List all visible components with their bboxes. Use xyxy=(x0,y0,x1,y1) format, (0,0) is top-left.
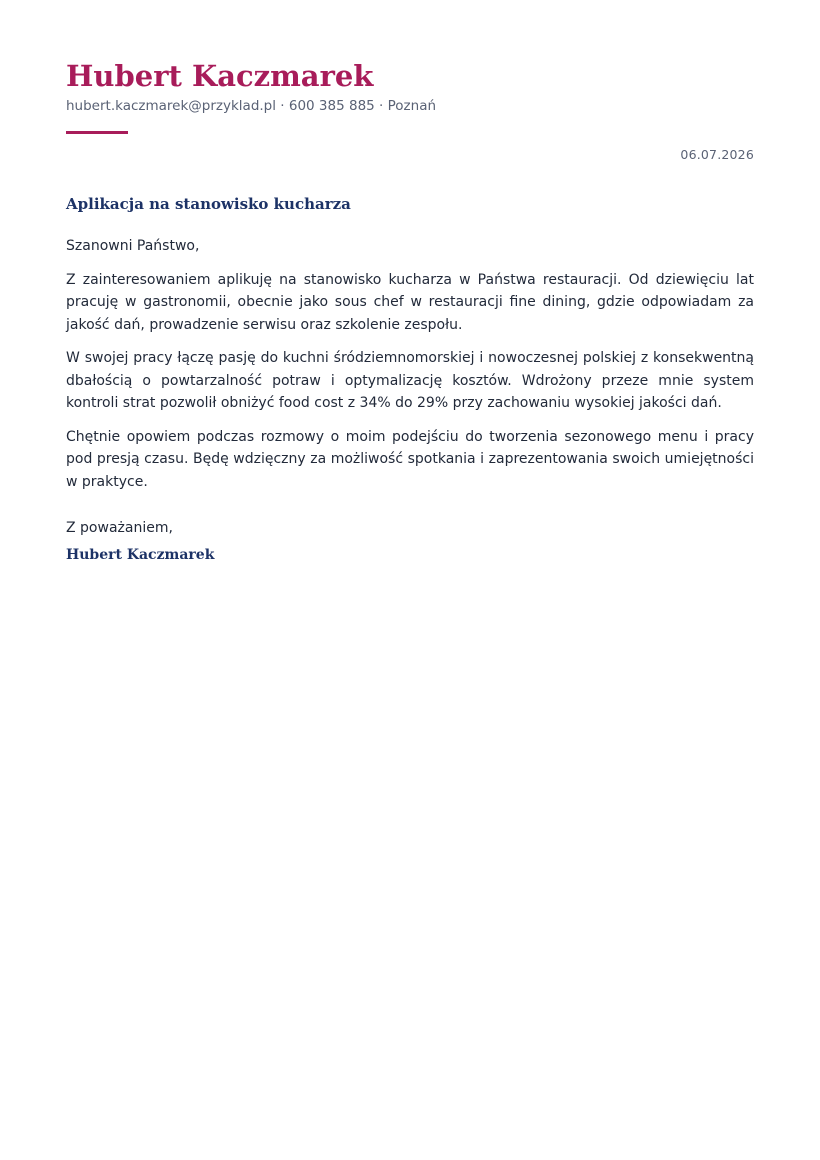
salutation: Szanowni Państwo, xyxy=(66,238,200,254)
letter-date: 06.07.2026 xyxy=(680,147,754,162)
accent-divider xyxy=(66,131,128,134)
sender-name: Hubert Kaczmarek xyxy=(66,59,374,93)
letter-body xyxy=(66,235,754,504)
body-paragraph-2: W swojej pracy łączę pasję do kuchni śródziemnomorskiej i nowoczesnej polskiej z konsekwentną dbałością o powtarzalność potraw i optymalizację kosztów. Wdrożony przeze mnie system kontroli strat pozwolił obniżyć food cost z 34% do 29% przy zachowaniu wysokiej jakości dań. xyxy=(66,350,754,411)
letter-subject: Aplikacja na stanowisko kucharza xyxy=(66,195,351,213)
signature-name: Hubert Kaczmarek xyxy=(66,547,215,563)
sender-contact-line: hubert.kaczmarek@przyklad.pl · 600 385 885 · Poznań xyxy=(66,98,437,114)
body-paragraph-1: Z zainteresowaniem aplikuję na stanowisko kucharza w Państwa restauracji. Od dziewięciu lat pracuję w gastronomii, obecnie jako sous chef w restauracji fine dining, gdzie odpowiadam za jakość dań, prowadzenie serwisu oraz szkolenie zespołu. xyxy=(66,271,754,333)
closing-phrase: Z poważaniem, xyxy=(66,520,173,536)
body-paragraph-3: Chętnie opowiem podczas rozmowy o moim podejściu do tworzenia sezonowego menu i pracy pod presją czasu. Będę wdzięczny za możliwość spotkania i zaprezentowania swoich umiejętności w praktyce. xyxy=(66,428,754,490)
